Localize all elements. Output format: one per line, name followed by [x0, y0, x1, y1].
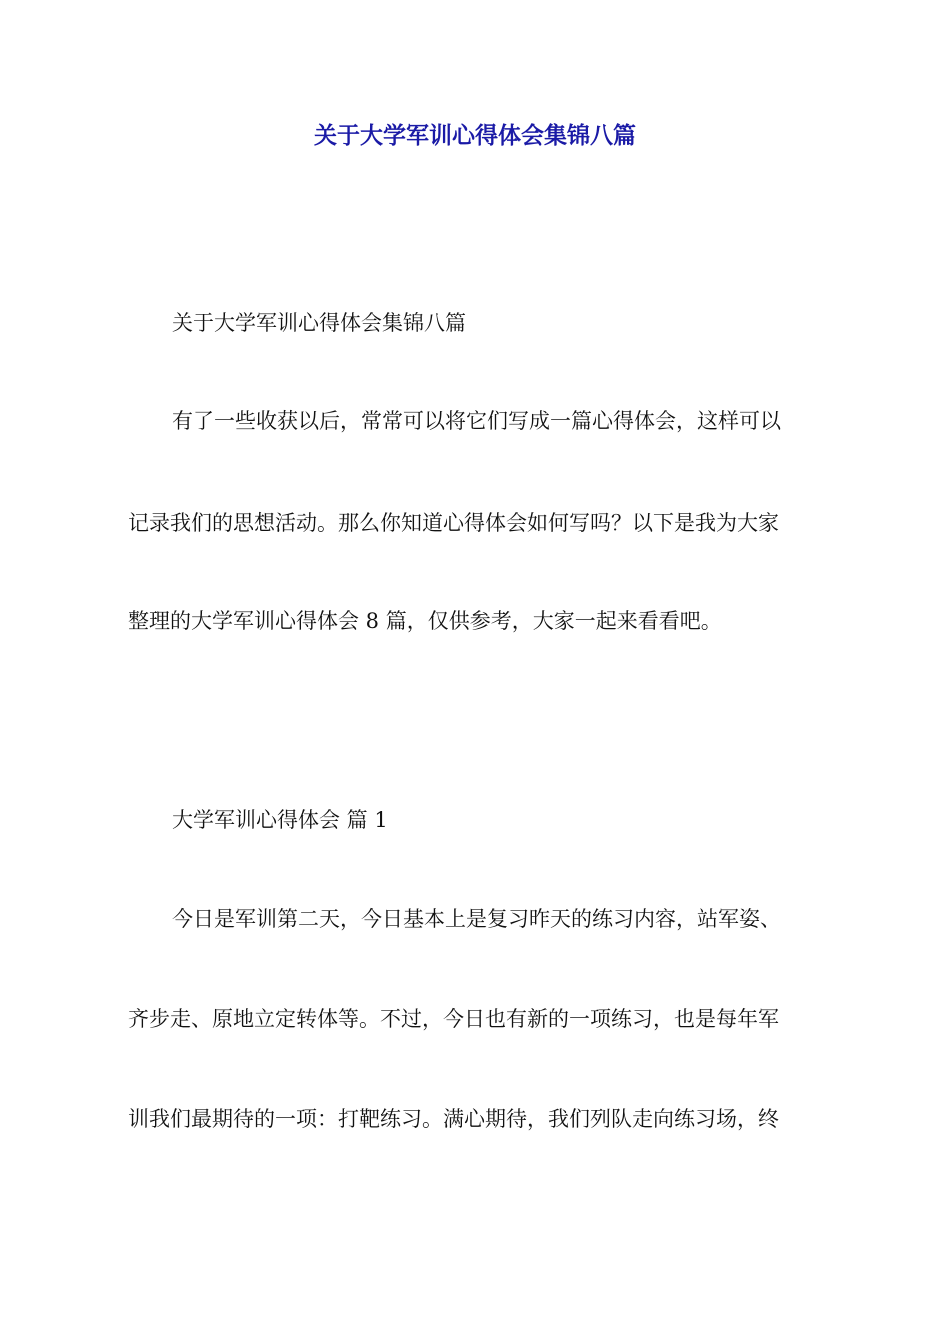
- intro-heading: 关于大学军训心得体会集锦八篇: [172, 311, 466, 335]
- paragraph-line: 训我们最期待的一项：打靶练习。满心期待，我们列队走向练习场，终: [128, 1107, 779, 1131]
- paragraph-line: 记录我们的思想活动。那么你知道心得体会如何写吗？以下是我为大家: [128, 511, 779, 535]
- paragraph-line: 整理的大学军训心得体会 8 篇，仅供参考，大家一起来看看吧。: [128, 609, 722, 633]
- paragraph-line: 有了一些收获以后，常常可以将它们写成一篇心得体会，这样可以: [172, 409, 781, 433]
- section-heading: 大学军训心得体会 篇 1: [172, 808, 388, 832]
- document-title: 关于大学军训心得体会集锦八篇: [314, 123, 636, 149]
- paragraph-line: 今日是军训第二天，今日基本上是复习昨天的练习内容，站军姿、: [172, 907, 781, 931]
- paragraph-line: 齐步走、原地立定转体等。不过，今日也有新的一项练习，也是每年军: [128, 1007, 779, 1031]
